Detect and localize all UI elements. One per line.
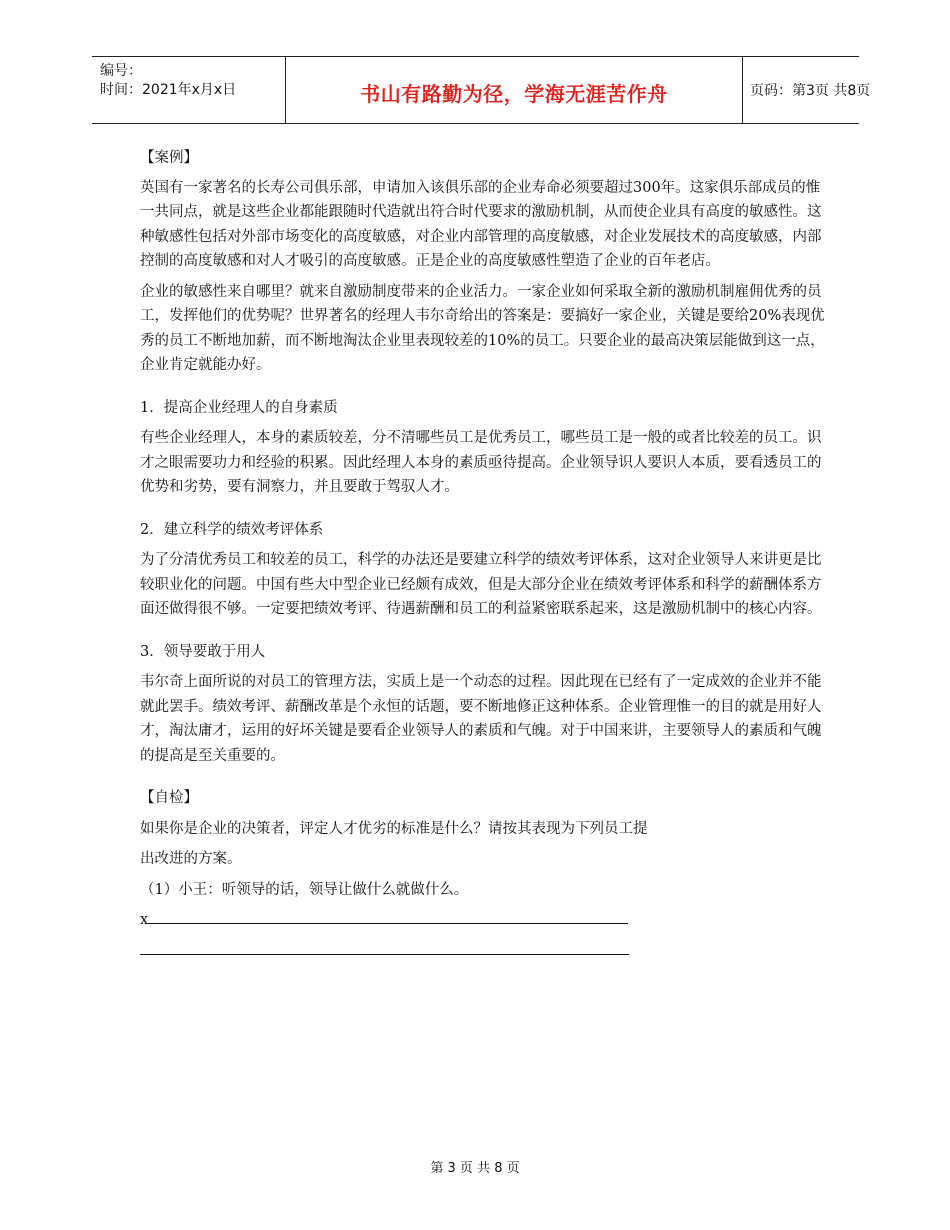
header-slogan: 书山有路勤为径，学海无涯苦作舟: [360, 82, 668, 106]
header-page-info: 页码：第3页 共8页: [750, 83, 871, 99]
case-paragraph: 企业的敏感性来自哪里？就来自激励制度带来的企业活力。一家企业如何采取全新的激励机制雇佣优秀的员工，发挥他们的优势呢？世界著名的经理人韦尔奇给出的答案是：要搞好一家企业，关键是要给20%表现优秀的员工不断地加薪，而不断地淘汰企业里表现较差的10%的员工。只要企业的最高决策层能做到这一点，企业肯定就能办好。: [140, 283, 825, 373]
answer-line[interactable]: [140, 908, 830, 933]
document-time-label: 时间：2021年x月x日: [100, 82, 237, 98]
answer-prefix: x: [140, 912, 149, 928]
header-meta-cell: [92, 57, 284, 123]
answer-line[interactable]: [140, 939, 830, 964]
page-header: [92, 56, 871, 124]
section-text: 有些企业经理人，本身的素质较差，分不清哪些员工是优秀员工，哪些员工是一般的或者比较差的员工。识才之眼需要功力和经验的积累。因此经理人本身的素质亟待提高。企业领导识人要识人本质，要看透员工的优势和劣势，要有洞察力，并且要敢于驾驭人才。: [140, 430, 822, 495]
case-paragraph: 英国有一家著名的长寿公司俱乐部，申请加入该俱乐部的企业寿命必须要超过300年。这家俱乐部成员的惟一共同点，就是这些企业都能跟随时代造就出符合时代要求的激励机制，从而使企业具有高度的敏感性。这种敏感性包括对外部市场变化的高度敏感，对企业内部管理的高度敏感，对企业发展技术的高度敏感，内部控制的高度敏感和对人才吸引的高度敏感。正是企业的高度敏感性塑造了企业的百年老店。: [140, 179, 822, 269]
case-tag: 【案例】: [140, 150, 198, 166]
answer-underline: [140, 940, 629, 955]
section-heading: 2．建立科学的绩效考评体系: [140, 521, 324, 538]
answer-underline: [148, 909, 628, 924]
self-check-tag: 【自检】: [140, 790, 198, 806]
header-page-cell: [742, 57, 871, 123]
page-footer: 第 3 页 共 8 页: [430, 1161, 520, 1176]
self-check-question-line2: 出改进的方案。: [140, 851, 242, 867]
section-text: 韦尔奇上面所说的对员工的管理方法，实质上是一个动态的过程。因此现在已经有了一定成效的企业并不能就此罢手。绩效考评、薪酬改革是个永恒的话题，要不断地修正这种体系。企业管理惟一的目的就是用好人才，淘汰庸才，运用的好坏关键是要看企业领导人的素质和气魄。对于中国来讲，主要领导人的素质和气魄的提高是至关重要的。: [140, 674, 822, 764]
self-check-question-line1: 如果你是企业的决策者，评定人才优劣的标准是什么？请按其表现为下列员工提: [140, 820, 648, 837]
self-check-item: （1）小王：听领导的话，领导让做什么就做什么。: [140, 881, 469, 898]
section-heading: 3．领导要敢于用人: [140, 643, 266, 660]
document-number-label: 编号：: [100, 63, 142, 79]
document-body: [140, 146, 830, 963]
section-heading: 1．提高企业经理人的自身素质: [140, 399, 338, 416]
header-slogan-cell: [285, 57, 743, 123]
section-text: 为了分清优秀员工和较差的员工，科学的办法还是要建立科学的绩效考评体系，这对企业领导人来讲更是比较职业化的问题。中国有些大中型企业已经颇有成效，但是大部分企业在绩效考评体系和科学的薪酬体系方面还做得很不够。一定要把绩效考评、待遇薪酬和员工的利益紧密联系起来，这是激励机制中的核心内容。: [140, 552, 822, 617]
